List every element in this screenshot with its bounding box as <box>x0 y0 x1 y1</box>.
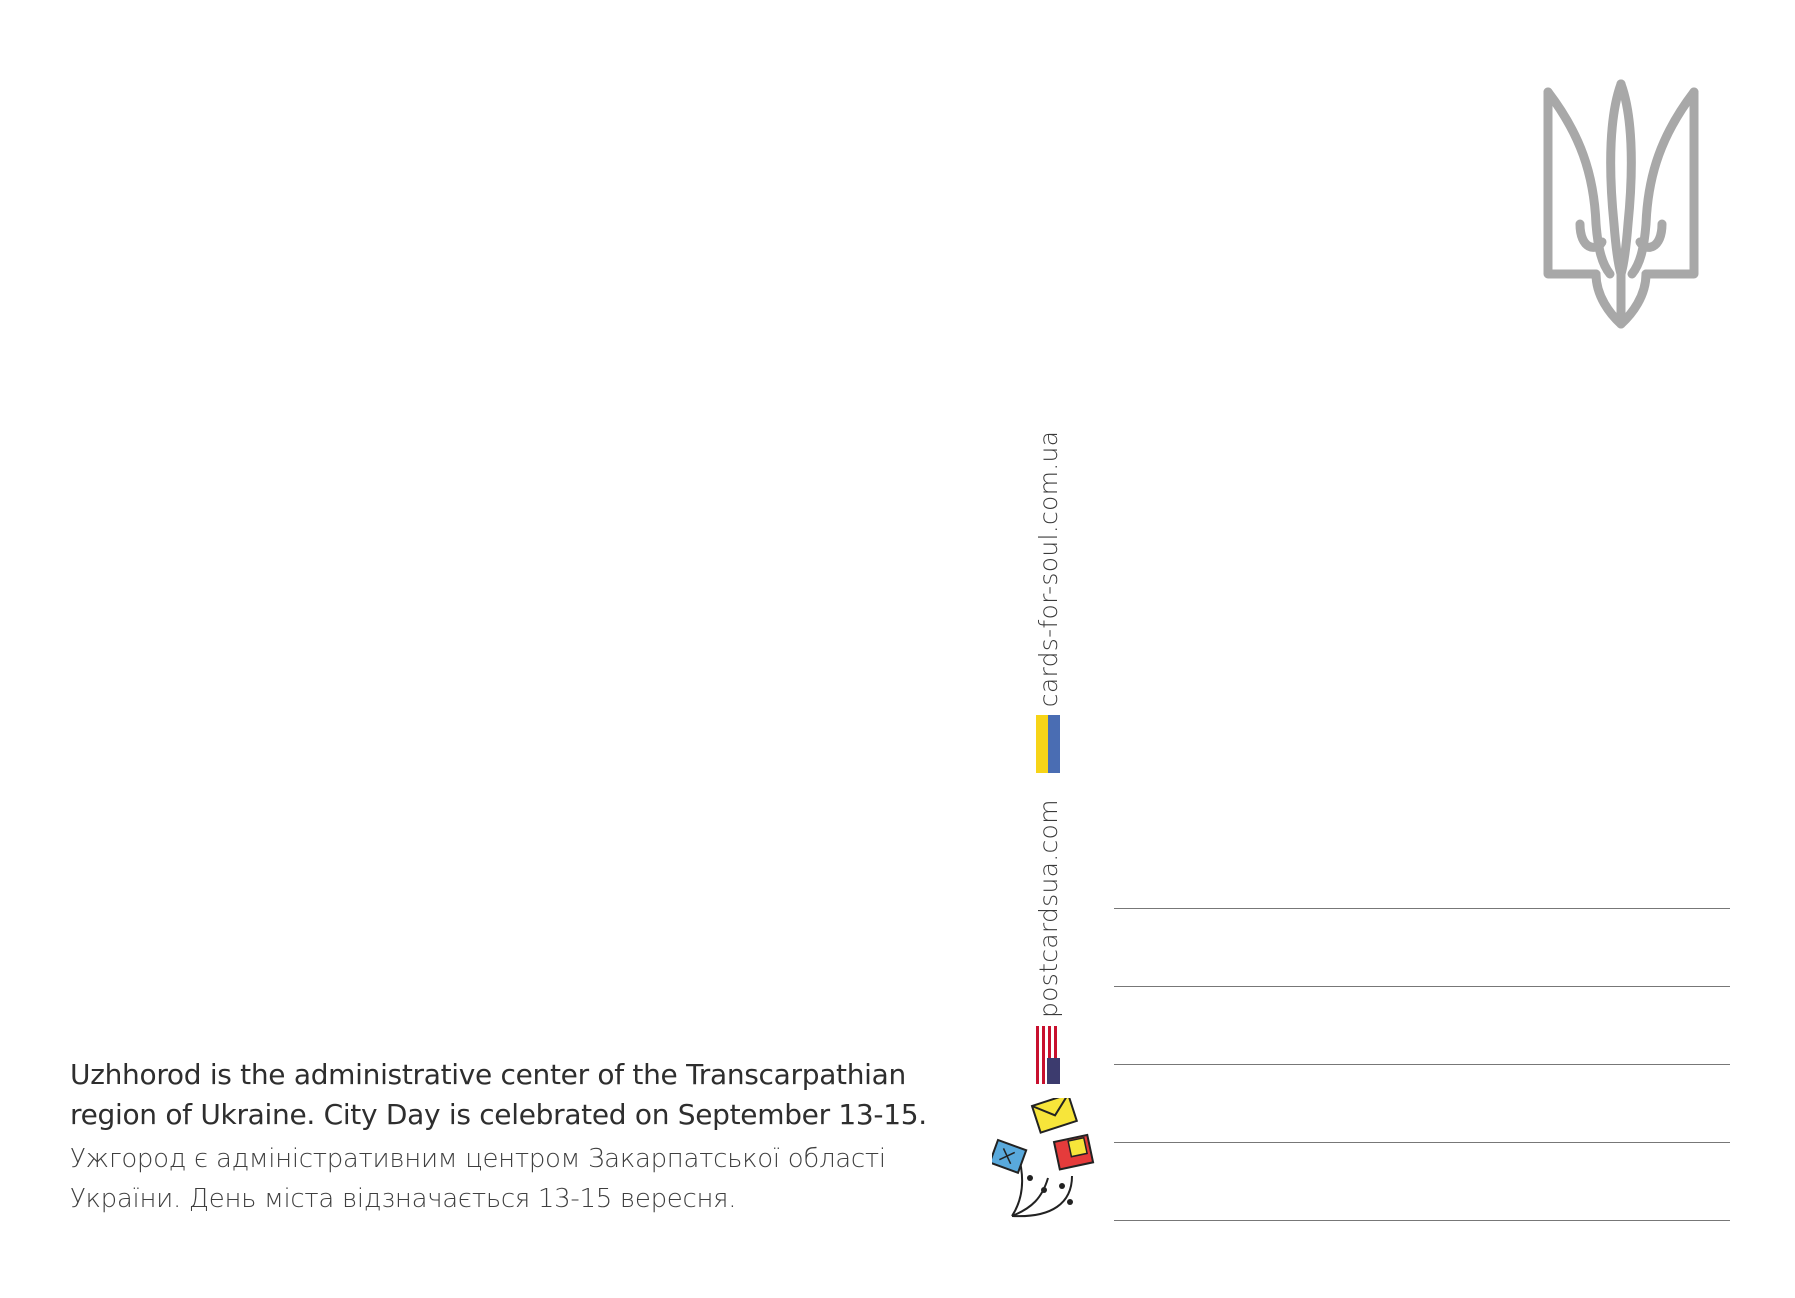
address-area <box>1114 908 1730 1298</box>
address-line-5[interactable] <box>1114 1220 1730 1221</box>
caption-english-line-1: Uzhhorod is the administrative center of the Transcarpathian <box>70 1058 906 1091</box>
envelope-kites-icon <box>992 1098 1102 1228</box>
us-flag-icon <box>1036 1026 1060 1084</box>
caption-english <box>70 1055 1020 1135</box>
caption-ukrainian <box>70 1139 1020 1219</box>
caption <box>70 1055 1020 1219</box>
caption-ukrainian-line-2: України. День міста відзначається 13-15 вересня. <box>70 1184 737 1214</box>
address-line-3[interactable] <box>1114 1064 1730 1065</box>
caption-english-line-2: region of Ukraine. City Day is celebrated on September 13-15. <box>70 1098 927 1131</box>
site-postcardsua[interactable]: postcardsua.com <box>1033 799 1063 1018</box>
address-line-1[interactable] <box>1114 908 1730 909</box>
ukraine-flag-icon <box>1036 715 1060 773</box>
address-line-2[interactable] <box>1114 986 1730 987</box>
address-line-4[interactable] <box>1114 1142 1730 1143</box>
site-cards-for-soul[interactable]: cards-for-soul.com.ua <box>1033 430 1063 708</box>
caption-ukrainian-line-1: Ужгород є адміністративним центром Закарпатської області <box>70 1144 886 1174</box>
website-strip <box>1030 384 1066 1084</box>
trident-icon <box>1540 74 1702 334</box>
